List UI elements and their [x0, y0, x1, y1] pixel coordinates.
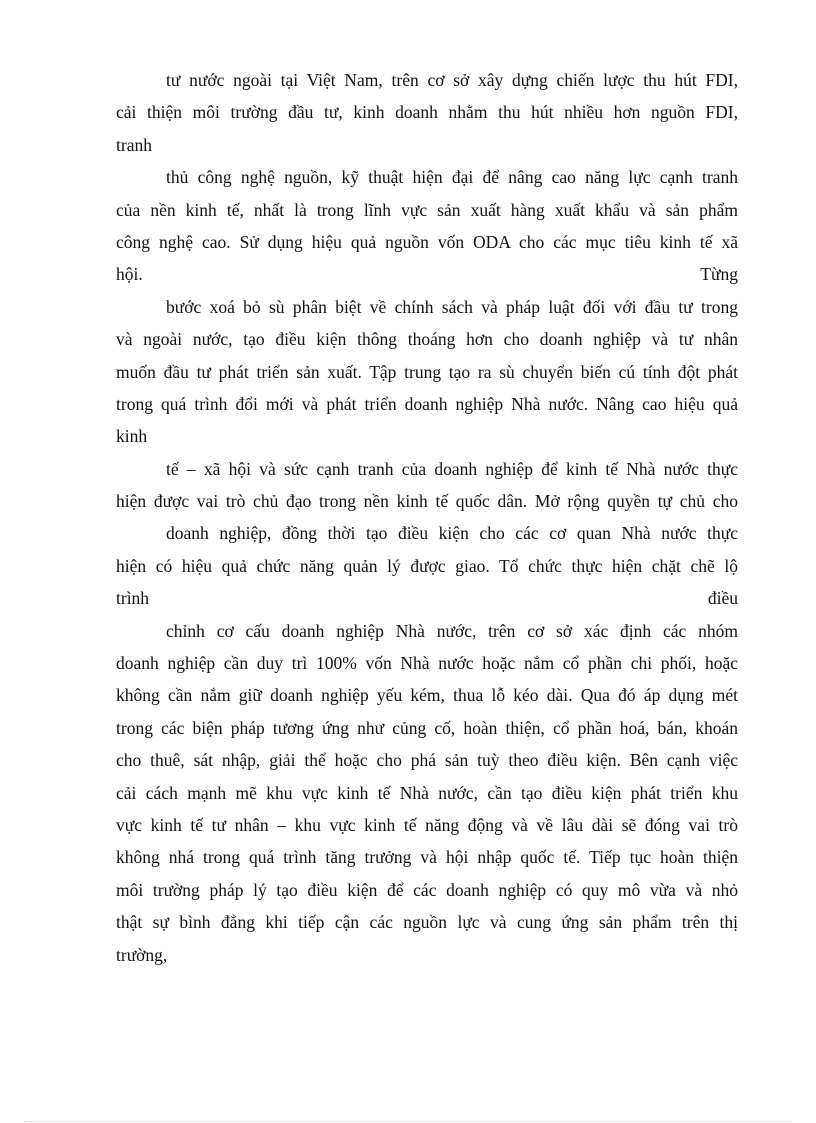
text-line: cải cách mạnh mẽ khu vực kinh tế Nhà nước, cần tạo điều kiện phát triển khu: [116, 782, 738, 803]
text-line: kinh: [116, 426, 148, 447]
text-line: muốn đầu tư phát triển sản xuất. Tập trung tạo ra sù chuyển biến cú tính đột phát: [116, 361, 738, 382]
text-line: không cần nắm giữ doanh nghiệp yếu kém, thua lỗ kéo dài. Qua đó áp dụng mét: [116, 685, 738, 706]
text-line: cải thiện môi trường đầu tư, kinh doanh nhằm thu hút nhiều hơn nguồn FDI,: [116, 102, 738, 123]
text-line: thủ công nghệ nguồn, kỹ thuật hiện đại để nâng cao năng lực cạnh tranh: [166, 167, 738, 188]
text-line: không nhá trong quá trình tăng trưởng và hội nhập quốc tế. Tiếp tục hoàn thiện: [116, 847, 738, 868]
body-text: [116, 64, 738, 971]
text-line: thật sự bình đẳng khi tiếp cận các nguồn lực và cung ứng sản phẩm trên thị: [116, 912, 738, 933]
text-line: tranh: [116, 134, 152, 155]
text-line: chỉnh cơ cấu doanh nghiệp Nhà nước, trên cơ sở xác định các nhóm: [166, 620, 738, 641]
text-line: trong các biện pháp tương ứng như củng cố, hoàn thiện, cổ phần hoá, bán, khoán: [116, 717, 738, 738]
text-line: doanh nghiệp, đồng thời tạo điều kiện cho các cơ quan Nhà nước thực: [166, 523, 738, 544]
text-line: vực kinh tế tư nhân – khu vực kinh tế năng động và về lâu dài sẽ đóng vai trò: [116, 814, 738, 835]
page-bottom-divider: [24, 1121, 792, 1122]
text-line: hiện có hiệu quả chức năng quản lý được giao. Tổ chức thực hiện chặt chẽ lộ: [116, 555, 738, 576]
text-line: bước xoá bỏ sù phân biệt về chính sách và pháp luật đối với đầu tư trong: [166, 296, 738, 317]
text-line: doanh nghiệp cần duy trì 100% vốn Nhà nước hoặc nắm cổ phần chi phối, hoặc: [116, 653, 738, 674]
text-line: công nghệ cao. Sử dụng hiệu quả nguồn vốn ODA cho các mục tiêu kinh tế xã: [116, 231, 738, 252]
text-line: và ngoài nước, tạo điều kiện thông thoáng hơn cho doanh nghiệp và tư nhân: [116, 329, 738, 350]
text-line: của nền kinh tế, nhất là trong lĩnh vực sản xuất hàng xuất khẩu và sản phẩm: [116, 199, 738, 220]
text-line: môi trường pháp lý tạo điều kiện để các doanh nghiệp có quy mô vừa và nhỏ: [116, 879, 738, 900]
text-line: hiện được vai trò chủ đạo trong nền kinh tế quốc dân. Mở rộng quyền tự chủ cho: [116, 491, 738, 512]
text-line: cho thuê, sát nhập, giải thể hoặc cho phá sản tuỳ theo điều kiện. Bên cạnh việc: [116, 750, 738, 771]
text-line: trong quá trình đổi mới và phát triển doanh nghiệp Nhà nước. Nâng cao hiệu quả: [116, 393, 738, 414]
text-line: trình điều: [116, 588, 738, 609]
text-line: hội. Từng: [116, 264, 738, 285]
text-line: tư nước ngoài tại Việt Nam, trên cơ sở xây dựng chiến lược thu hút FDI,: [166, 70, 738, 90]
text-line: tế – xã hội và sức cạnh tranh của doanh nghiệp để kinh tế Nhà nước thực: [166, 458, 738, 479]
text-line: trường,: [116, 944, 168, 965]
